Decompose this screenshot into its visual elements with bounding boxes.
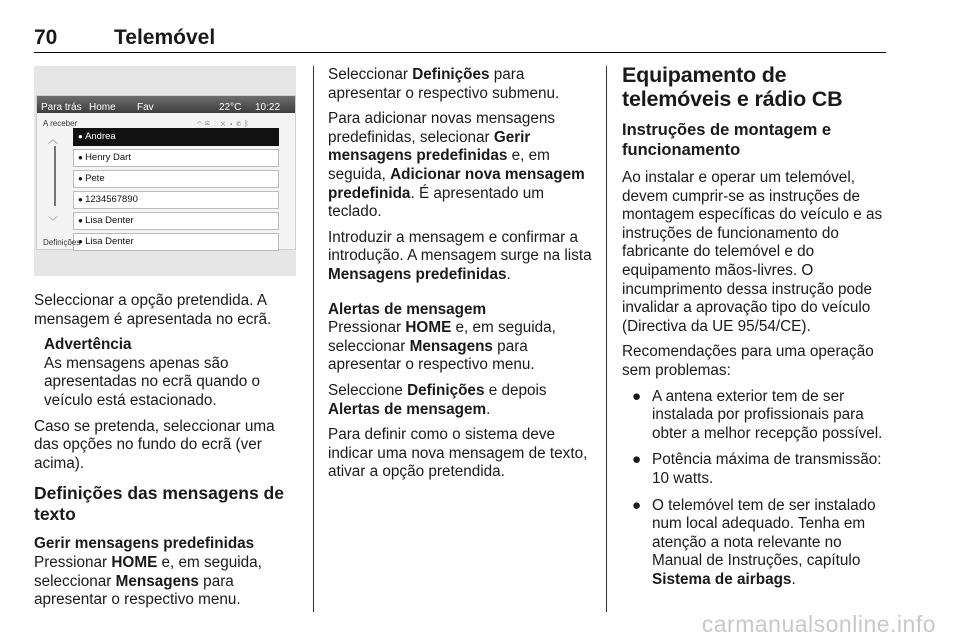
- contact-icon: ●: [78, 132, 86, 141]
- column-divider: [606, 66, 607, 612]
- paragraph: Para adicionar novas mensagens predefinidas, selecionar Gerir mensagens predefinidas e, em seguida, Adicionar nova mensagem predefinida. É apresentado um teclado.: [328, 110, 585, 221]
- contact-row: [73, 170, 279, 188]
- contact-name: Henry Dart: [85, 152, 131, 163]
- contact-row: [73, 212, 279, 230]
- scrollbar: [54, 146, 56, 206]
- paragraph: Seleccionar Definições para apresentar o respectivo submenu.: [328, 66, 560, 102]
- subheading: Gerir mensagens predefinidas: [34, 535, 255, 553]
- signal-icon: ⫶: [212, 119, 221, 128]
- paragraph: Pressionar HOME e, em seguida, seleccionar Mensagens para apresentar o respectivo menu.: [34, 553, 262, 609]
- clock: 10:22: [255, 102, 281, 113]
- bullet-icon: ●: [632, 496, 642, 514]
- display-screen: [36, 95, 296, 250]
- contact-row: [73, 128, 279, 146]
- contact-icon: ●: [78, 195, 86, 204]
- note-title: Advertência: [44, 336, 132, 354]
- contact-name: Pete: [85, 173, 105, 184]
- contact-icon: ●: [78, 216, 86, 225]
- contact-name: Lisa Denter: [85, 236, 134, 247]
- contact-list: [73, 128, 279, 254]
- paragraph: Seleccione Definições e depois Alertas de mensagem.: [328, 381, 547, 418]
- page-title: Telemóvel: [114, 26, 216, 49]
- contact-row: [73, 233, 279, 251]
- paragraph: Para definir como o sistema deve indicar uma nova mensagem de texto, ativar a opção pretendida.: [328, 426, 588, 481]
- column-divider: [313, 66, 314, 612]
- temperature: 22°C: [219, 102, 242, 113]
- shuffle-icon: ✕: [220, 119, 229, 128]
- contact-name: Lisa Denter: [85, 215, 134, 226]
- scroll-up-icon: ︿: [48, 135, 58, 146]
- contact-icon: ●: [78, 153, 86, 162]
- page-number: 70: [34, 26, 58, 49]
- list-item: ● A antena exterior tem de ser instalada por profissionais para obter a melhor recepção possível.: [632, 387, 883, 442]
- contact-name: 1234567890: [85, 194, 138, 205]
- section-heading: Definições das mensagens de texto: [34, 483, 284, 525]
- list-item: ● O telemóvel tem de ser instalado num local adequado. Tenha em atenção a nota relevante no Manual de Instruções, capítulo Sistema de airbags.: [632, 496, 876, 588]
- contact-row: [73, 191, 279, 209]
- paragraph: Introduzir a mensagem e confirmar a introdução. A mensagem surge na lista Mensagens predefinidas.: [328, 228, 592, 283]
- column-3: [622, 63, 890, 597]
- subheading: Alertas de mensagem: [328, 300, 487, 318]
- chapter-heading: Equipamento de telemóveis e rádio CB: [622, 63, 843, 111]
- paragraph: Ao instalar e operar um telemóvel, devem cumprir-se as instruções de montagem específicas do veículo e as instruções de funcionamento do fabricante do telemóvel e do equipamento mãos-livres. O incumprimento dessa instrução pode invalidar a aprovação tipo do veículo (Directiva da UE 95/54/CE).: [622, 169, 883, 335]
- subheading: Instruções de montagem e funcionamento: [622, 121, 832, 159]
- phone-icon: ✆: [236, 119, 244, 128]
- bullet-icon: ●: [632, 451, 642, 469]
- paragraph: Caso se pretenda, seleccionar uma das opções no fundo do ecrã (ver acima).: [34, 417, 275, 472]
- tab-back: Para trás: [41, 102, 82, 113]
- tab-home: Home: [89, 102, 116, 113]
- note-body: As mensagens apenas são apresentadas no ecrã quando o veículo está estacionado.: [44, 354, 261, 409]
- message-icon: ✉: [204, 119, 213, 128]
- watermark: carmanualsonline.info: [701, 611, 936, 637]
- wifi-icon: ◠: [197, 119, 205, 128]
- bullet-icon: ●: [632, 387, 642, 405]
- contact-name: Andrea: [85, 131, 116, 142]
- contact-icon: ●: [78, 237, 86, 246]
- paragraph: Recomendações para uma operação sem problemas:: [622, 343, 874, 379]
- scroll-down-icon: ﹀: [48, 217, 58, 228]
- infotainment-screenshot: [34, 66, 296, 276]
- settings-label: Definições: [43, 238, 81, 247]
- page-header: [34, 24, 886, 53]
- volume-icon: ◂: [228, 119, 237, 128]
- column-1: [34, 66, 296, 617]
- contact-icon: ●: [78, 174, 86, 183]
- paragraph: Pressionar HOME e, em seguida, seleccionar Mensagens para apresentar o respectivo menu.: [328, 319, 556, 374]
- bluetooth-icon: ᛒ: [243, 119, 252, 128]
- column-2: [328, 66, 596, 489]
- paragraph: Seleccionar a opção pretendida. A mensagem é apresentada no ecrã.: [34, 292, 272, 328]
- list-item: ● Potência máxima de transmissão: 10 watts.: [632, 451, 882, 487]
- contact-row: [73, 149, 279, 167]
- display-top-bar: [37, 96, 295, 113]
- receiving-label: A receber: [43, 119, 78, 128]
- tab-fav: Fav: [137, 102, 154, 113]
